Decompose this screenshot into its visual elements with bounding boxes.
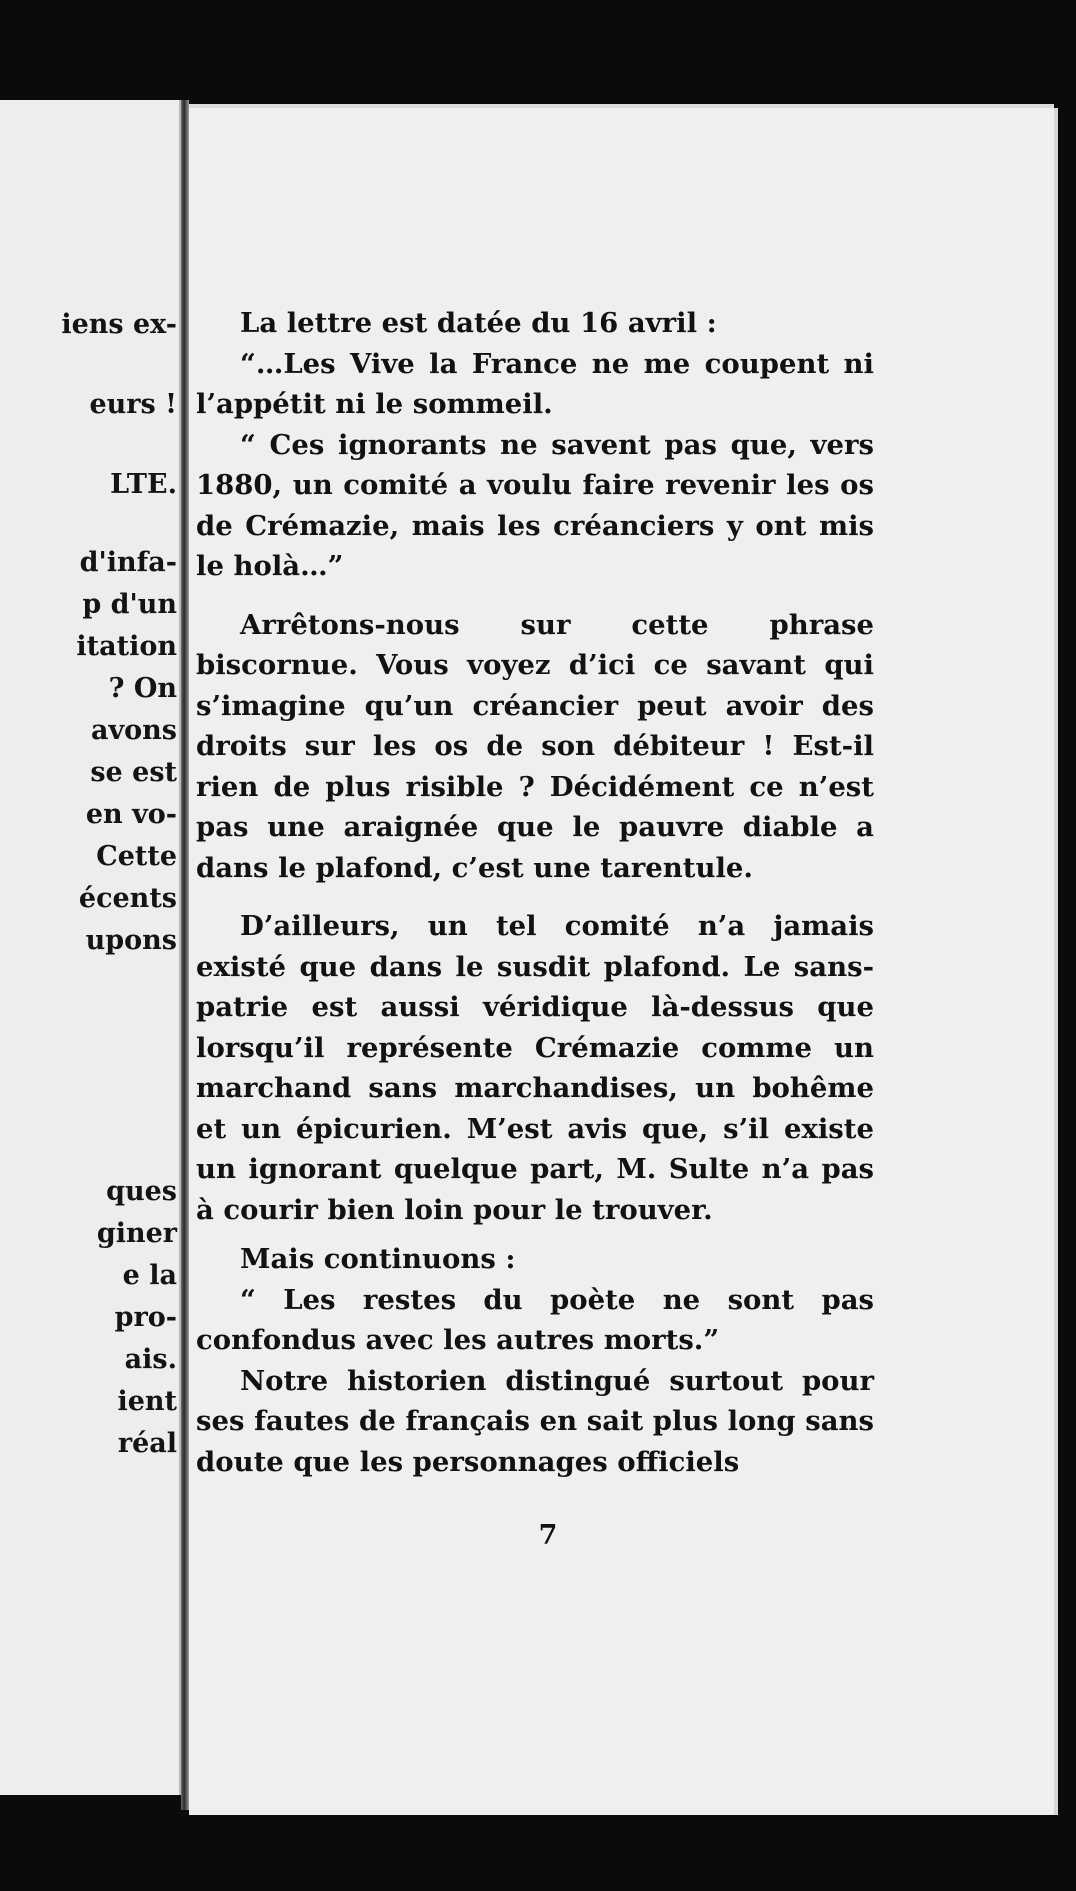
book-gutter: [181, 100, 189, 1810]
left-line: écents: [78, 883, 177, 914]
paragraph: Arrêtons-nous sur cette phrase biscornue. Vous voyez d’ici ce savant qui s’imagine qu’un créancier peut avoir des droits sur les os de son débiteur ! Est-il rien de plus risible ? Décidément ce n’est pas une araignée que le pauvre diable a dans le plafond, c’est une tarentule.: [196, 608, 874, 884]
paragraph: La lettre est datée du 16 avril :: [240, 307, 717, 339]
paragraph: “…Les Vive la France ne me coupent ni l’appétit ni le sommeil.: [196, 347, 874, 420]
left-line: ais.: [124, 1344, 177, 1375]
left-line: p d'un: [82, 589, 177, 620]
left-line: itation: [76, 631, 177, 662]
left-line: se est: [90, 757, 177, 788]
paragraph: Notre historien distingué surtout pour ses fautes de français en sait plus long sans doute que les personnages officiels: [196, 1364, 874, 1478]
left-line: e la: [122, 1260, 177, 1291]
page-text: [196, 303, 874, 1482]
left-line: réal: [117, 1428, 177, 1459]
left-line: eurs !: [89, 389, 177, 420]
left-line: ient: [117, 1386, 177, 1417]
left-line: Cette: [96, 841, 177, 872]
left-line: iens ex-: [61, 309, 177, 340]
left-line: d'infa-: [79, 547, 177, 578]
left-line: avons: [90, 715, 177, 746]
paragraph: “ Les restes du poète ne sont pas confondus avec les autres morts.”: [196, 1283, 874, 1356]
left-line: ques: [106, 1176, 177, 1207]
left-line: upons: [85, 925, 177, 956]
paragraph: D’ailleurs, un tel comité n’a jamais existé que dans le susdit plafond. Le sans-patrie est aussi véridique là-dessus que lorsqu’il représente Crémazie comme un marchand sans marchandises, un bohême et un épicurien. M’est avis que, s’il existe un ignorant quelque part, M. Sulte n’a pas à courir bien loin pour le trouver.: [196, 910, 874, 1226]
left-line: ? On: [108, 673, 177, 704]
left-line: en vo-: [85, 799, 177, 830]
paragraph: “ Ces ignorants ne savent pas que, vers 1880, un comité a voulu faire revenir les os de Crémazie, mais les créanciers y ont mis le holà…”: [196, 428, 874, 582]
left-line: giner: [96, 1218, 177, 1249]
left-line: LTE.: [110, 469, 177, 500]
left-line: pro-: [114, 1302, 177, 1333]
page-number: 7: [538, 1520, 558, 1551]
paragraph: Mais continuons :: [240, 1243, 516, 1275]
